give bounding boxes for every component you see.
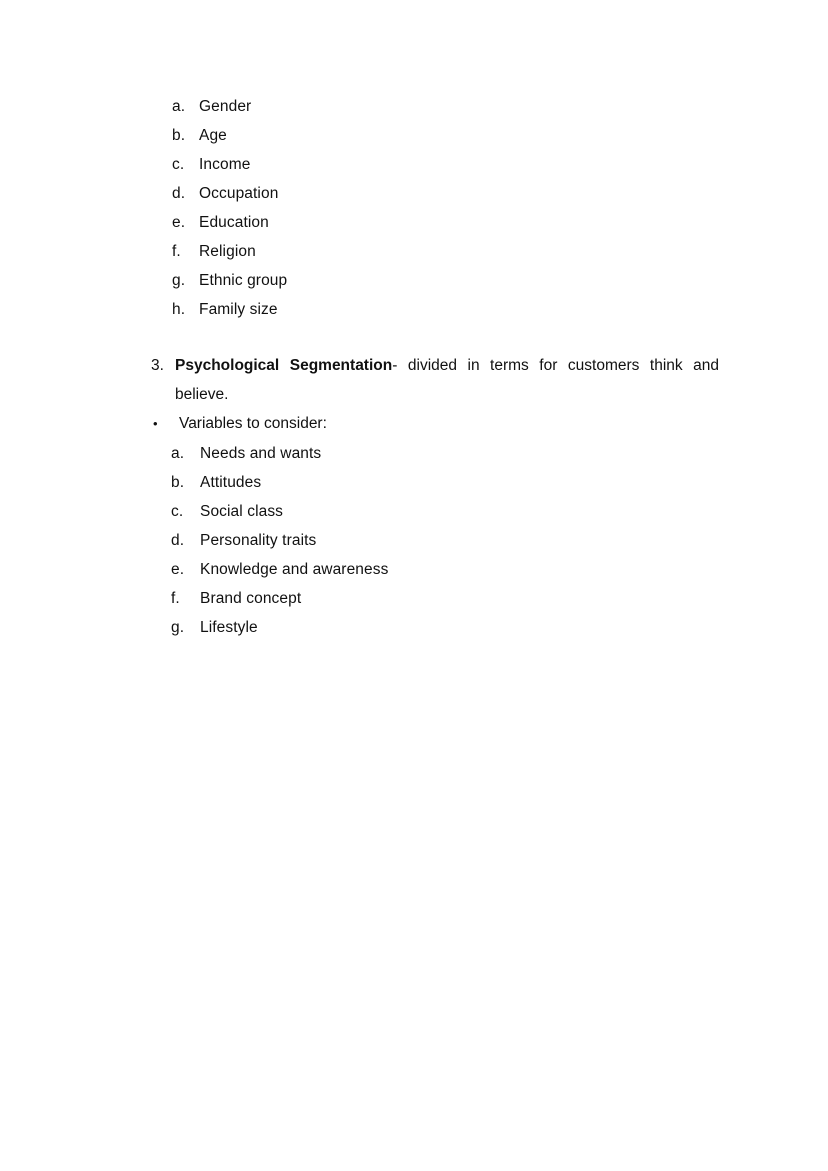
list-item-marker: c. xyxy=(171,503,184,520)
list-item-marker: a. xyxy=(171,445,185,462)
list-item-marker: h. xyxy=(172,301,186,318)
list-item-label: Education xyxy=(199,214,269,231)
list-item-label: Family size xyxy=(199,301,278,318)
list-item xyxy=(171,468,731,497)
list-item xyxy=(171,497,731,526)
psychological-variables-list xyxy=(171,439,731,642)
list-item-label: Income xyxy=(199,156,251,173)
list-item-marker: b. xyxy=(172,127,186,144)
numbered-row xyxy=(151,351,719,409)
list-item-label: Attitudes xyxy=(200,474,262,491)
list-item xyxy=(172,266,732,295)
list-item xyxy=(171,439,731,468)
list-item xyxy=(172,295,732,324)
list-item xyxy=(171,555,731,584)
list-item xyxy=(171,584,731,613)
section-line-1 xyxy=(175,351,719,380)
list-item-label: Ethnic group xyxy=(199,272,288,289)
list-item-marker: f. xyxy=(172,243,181,260)
list-item-marker: d. xyxy=(171,532,185,549)
list-item-marker: g. xyxy=(171,619,185,636)
list-item-marker: a. xyxy=(172,98,186,115)
section-heading: Psychological Segmentation xyxy=(175,357,393,374)
list-item xyxy=(172,150,732,179)
variables-to-consider-row xyxy=(153,409,653,438)
list-item-marker: f. xyxy=(171,590,180,607)
list-item-marker: c. xyxy=(172,156,185,173)
section-line-2: believe. xyxy=(175,386,229,403)
section-3-paragraph xyxy=(151,351,719,409)
list-item-label: Brand concept xyxy=(200,590,302,607)
variables-to-consider-label: Variables to consider: xyxy=(179,415,327,432)
list-item-label: Religion xyxy=(199,243,256,260)
list-item-label: Social class xyxy=(200,503,284,520)
list-item xyxy=(172,121,732,150)
list-item-marker: e. xyxy=(171,561,185,578)
section-body xyxy=(175,351,719,409)
list-item xyxy=(172,237,732,266)
list-item xyxy=(171,526,731,555)
section-line-1-rest: - divided in terms for customers think and xyxy=(392,357,719,374)
list-item-marker: d. xyxy=(172,185,186,202)
list-item-label: Personality traits xyxy=(200,532,317,549)
list-item-label: Occupation xyxy=(199,185,279,202)
demographic-variables-list xyxy=(172,92,732,324)
bullet-icon: • xyxy=(153,416,158,431)
list-item-label: Knowledge and awareness xyxy=(200,561,389,578)
list-item-marker: e. xyxy=(172,214,186,231)
list-item-marker: g. xyxy=(172,272,186,289)
list-item-label: Age xyxy=(199,127,227,144)
list-item-label: Lifestyle xyxy=(200,619,258,636)
list-item xyxy=(172,208,732,237)
list-item xyxy=(171,613,731,642)
list-item-label: Needs and wants xyxy=(200,445,322,462)
list-item-marker: b. xyxy=(171,474,185,491)
list-item xyxy=(172,179,732,208)
list-item-label: Gender xyxy=(199,98,252,115)
list-number: 3. xyxy=(151,357,164,374)
list-item xyxy=(172,92,732,121)
